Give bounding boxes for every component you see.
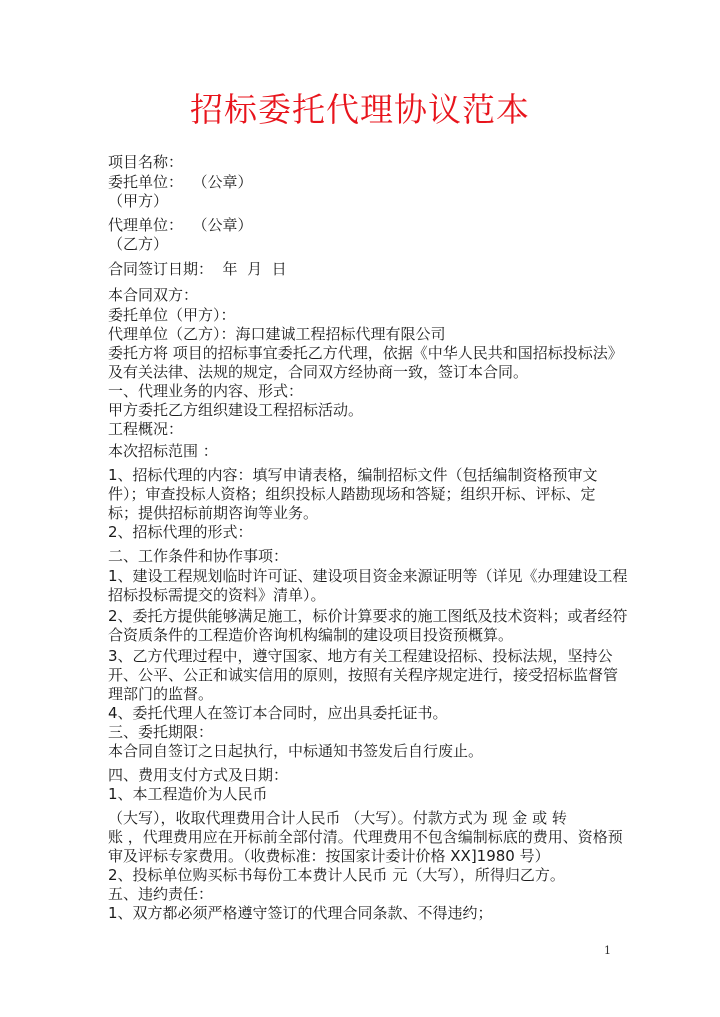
body-text-line: 代理单位： （公章） [108, 216, 253, 234]
document-title: 招标委托代理协议范本 [190, 90, 530, 129]
body-text-line: 合资质条件的工程造价咨询机构编制的建设项目投资预概算。 [108, 626, 514, 644]
body-text-line: 甲方委托乙方组织建设工程招标活动。 [108, 401, 364, 419]
body-text-line: 委托方将 项目的招标事宜委托乙方代理，依据《中华人民共和国招标投标法》 [108, 344, 623, 362]
body-text-line: 及有关法律、法规的规定，合同双方经协商一致，签订本合同。 [108, 363, 529, 381]
body-text-line: 五、违约责任： [108, 885, 214, 903]
body-text-line: 本合同双方： [108, 286, 199, 304]
body-text-line: 1、双方都必须严格遵守签订的代理合同条款、不得违约； [108, 904, 493, 922]
page-number: 1 [604, 944, 611, 957]
body-text-line: 理部门的监督。 [108, 685, 214, 703]
body-text-line: 标；提供招标前期咨询等业务。 [108, 504, 319, 522]
body-text-line: （甲方） [108, 192, 169, 210]
body-text-line: 3、乙方代理过程中，遵守国家、地方有关工程建设招标、投标法规，坚持公 [108, 647, 613, 665]
body-text-line: 三、委托期限： [108, 723, 214, 741]
body-text-line: 1、招标代理的内容：填写申请表格，编制招标文件（包括编制资格预审文 [108, 466, 598, 484]
body-text-line: （乙方） [108, 235, 169, 253]
body-text-line: 合同签订日期： 年 月 日 [108, 260, 287, 278]
body-text-line: 委托单位： （公章） [108, 173, 253, 191]
body-text-line: 1、本工程造价为人民币 [108, 785, 268, 803]
body-text-line: 1、建设工程规划临时许可证、建设项目资金来源证明等（详见《办理建设工程 [108, 567, 628, 585]
body-text-line: 本次招标范围 ： [108, 442, 218, 460]
body-text-line: 二、工作条件和协作事项： [108, 547, 289, 565]
body-text-line: 2、招标代理的形式： [108, 523, 253, 541]
body-text-line: 开、公平、公正和诚实信用的原则，按照有关程序规定进行，接受招标监督管 [108, 666, 619, 684]
body-text-line: 代理单位（乙方）：海口建诚工程招标代理有限公司 [108, 325, 446, 343]
body-text-line: 2、投标单位购买标书每份工本费计人民币 元（大写），所得归乙方。 [108, 866, 565, 884]
body-text-line: 一、代理业务的内容、形式： [108, 382, 304, 400]
body-text-line: 招标投标需提交的资料》清单）。 [108, 586, 326, 604]
body-text-line: 四、费用支付方式及日期： [108, 766, 289, 784]
body-text-line: 项目名称： [108, 153, 184, 171]
body-text-line: 2、委托方提供能够满足施工，标价计算要求的施工图纸及技术资料；或者经符 [108, 607, 628, 625]
body-text-line: 账 ，代理费用应在开标前全部付清。代理费用不包含编制标底的费用、资格预 [108, 828, 623, 846]
body-text-line: 4、委托代理人在签订本合同时，应出具委托证书。 [108, 704, 448, 722]
body-text-line: 件）；审查投标人资格；组织投标人踏勘现场和答疑；组织开标、评标、定 [108, 485, 596, 503]
body-text-line: （大写），收取代理费用合计人民币 （大写）。付款方式为 现 金 或 转 [108, 809, 567, 827]
body-text-line: 工程概况： [108, 420, 184, 438]
body-text-line: 本合同自签订之日起执行，中标通知书签发后自行废止。 [108, 742, 484, 760]
body-text-line: 审及评标专家费用。（收费标准：按国家计委计价格 XX]1980 号） [108, 847, 550, 865]
body-text-line: 委托单位（甲方）： [108, 306, 236, 324]
